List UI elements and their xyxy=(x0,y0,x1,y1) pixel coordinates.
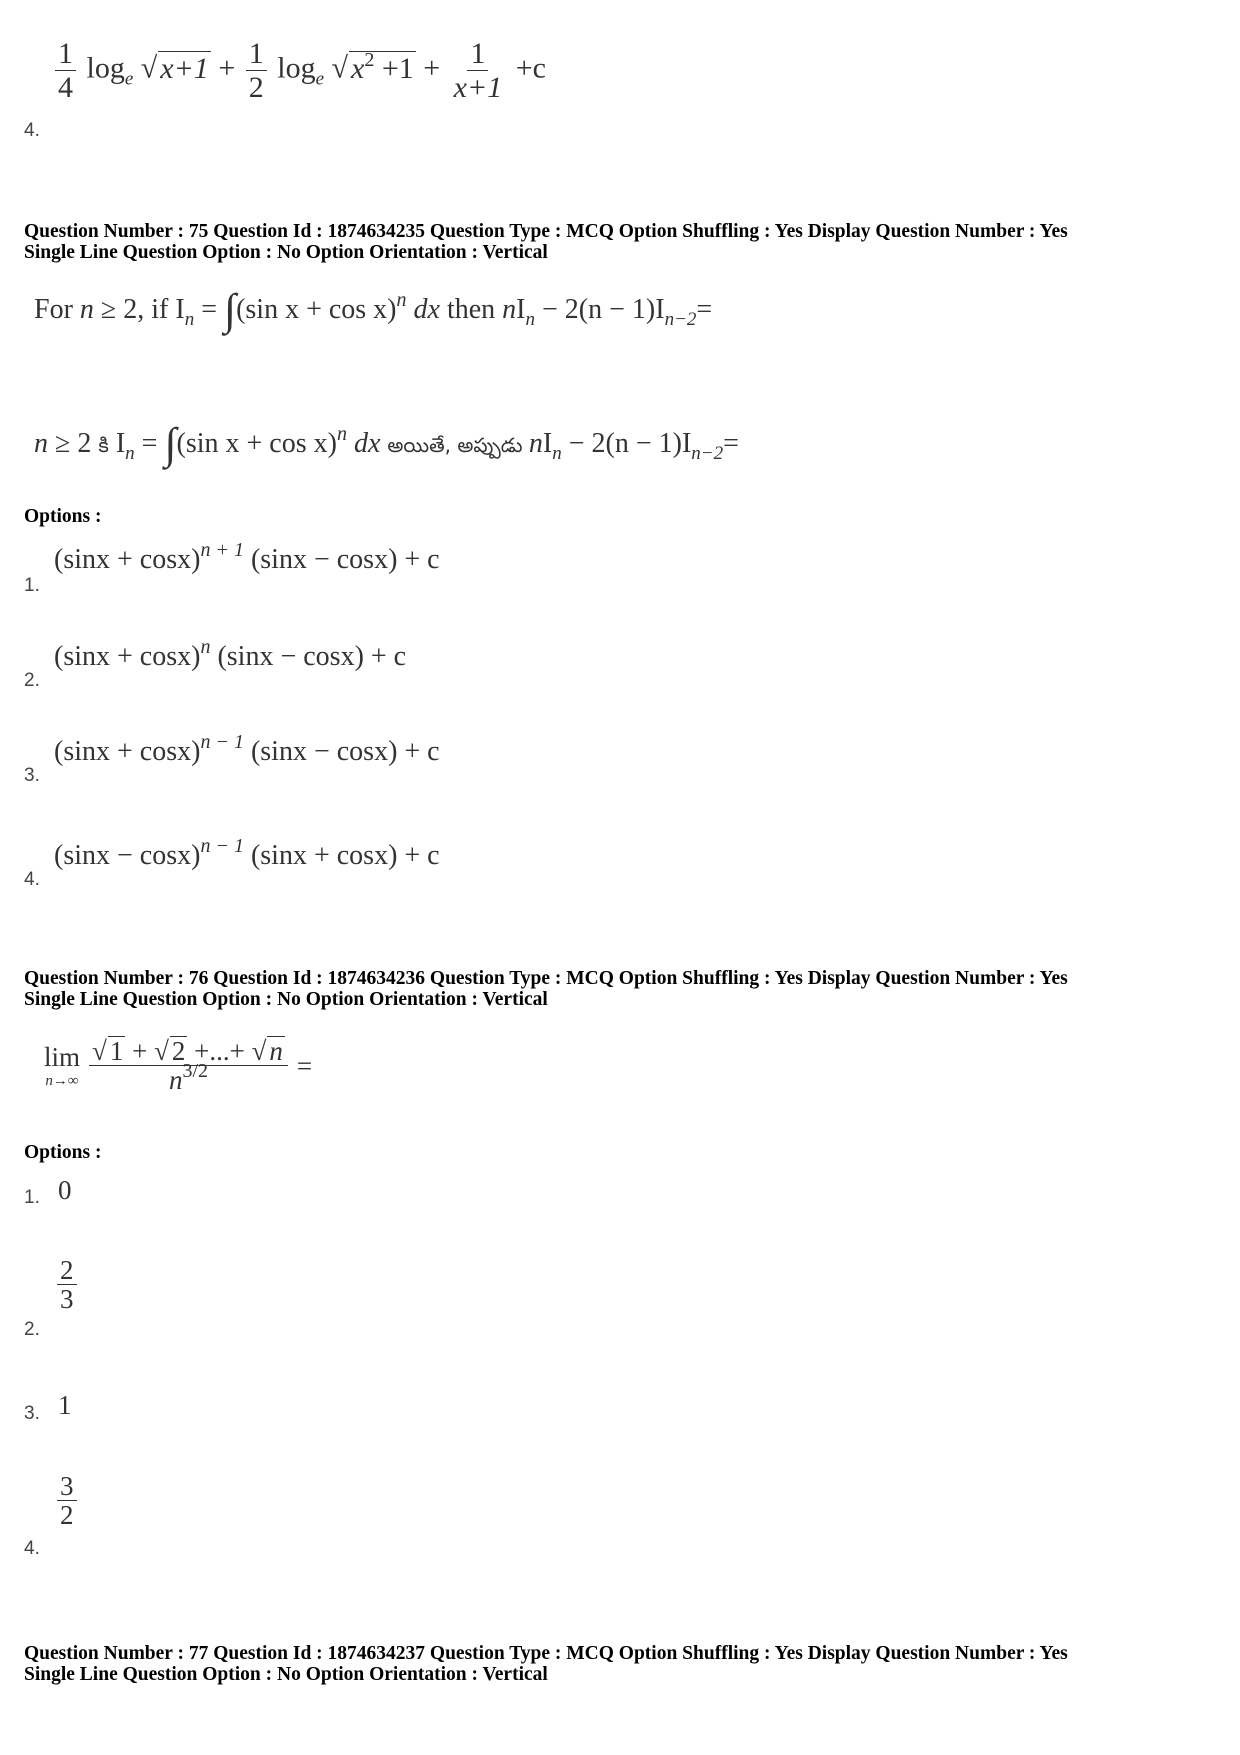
option-number: 4. xyxy=(24,120,40,141)
options-label: Options : xyxy=(24,1142,102,1163)
fraction: $\frac{√ 1 + √ 2 +...+ √ n}{n^{3/2}}$ xyxy=(89,1036,288,1096)
options-label: Options : xyxy=(24,506,102,527)
fraction: $\frac{1}{4}$ xyxy=(55,38,76,104)
option-number: 1. xyxy=(24,575,40,596)
question-meta: Question Number : 76 Question Id : 1874634236 Question Type : MCQ Option Shuffling : Yes Display Question Number : Yes Single Line Question Option : No Option Orientation : Vertical xyxy=(24,968,1068,1010)
fraction: $\frac{1}{x+1}$ xyxy=(453,37,503,104)
q76-option-4[interactable] xyxy=(54,1472,80,1531)
q75-option-2[interactable]: $(\sin x + \cos x)^n$ (sinx − cosx) + c xyxy=(54,636,407,672)
option-number: 1. xyxy=(24,1187,40,1208)
option-number: 2. xyxy=(24,670,40,691)
question-meta: Question Number : 75 Question Id : 1874634235 Question Type : MCQ Option Shuffling : Yes Display Question Number : Yes Single Line Question Option : No Option Orientation : Vertical xyxy=(24,221,1068,263)
question-meta: Question Number : 77 Question Id : 1874634237 Question Type : MCQ Option Shuffling : Yes Display Question Number : Yes Single Line Question Option : No Option Orientation : Vertical xyxy=(24,1643,1068,1685)
q76-option-3[interactable]: 1 xyxy=(58,1390,72,1420)
fraction: $\frac{2}{3}$ xyxy=(57,1256,77,1315)
option-number: 2. xyxy=(24,1319,40,1340)
question-76-limit: lim n→∞ $\frac{√ 1 + √ 2 +...+ √ n}{n^{3/2}}$ = xyxy=(44,1036,313,1096)
q75-option-3[interactable]: $(\sin x + \cos x)^{n - 1}$ (sinx − cosx) + c xyxy=(54,731,440,767)
option-number: 3. xyxy=(24,765,40,786)
q76-option-2[interactable] xyxy=(54,1256,80,1315)
q75-option-4[interactable]: $(\sin x - \cos x)^{n - 1}$ (sinx + cosx) + c xyxy=(54,835,440,871)
question-75-telugu: n ≥ 2 కి $I_n = \int(\sin$ x + cos x)$^n$ dx అయితే, అప్పుడు $nI_n - 2(n - 1)I_{n-2}=$ xyxy=(34,419,739,468)
q75-option-1[interactable]: $(\sin x + \cos x)^{n + 1}$ (sinx − cosx) + c xyxy=(54,539,440,575)
question-75-english: For n ≥ 2, if $I_n = \int(\sin$ x + cos x)$^n$ dx then $nI_n - 2(n - 1)I_{n-2}=$ xyxy=(34,285,713,334)
option-number: 3. xyxy=(24,1403,40,1424)
fraction: $\frac{1}{2}$ xyxy=(246,38,267,104)
q76-option-1[interactable]: 0 xyxy=(58,1175,72,1205)
option-number: 4. xyxy=(24,869,40,890)
option-number: 4. xyxy=(24,1538,40,1559)
prev-option-4-expression: $\frac{1}{4}$ $\log_e$ √ x+1 + $\frac{1}{2}$ $\log_e$ √ $x^2 +1$ + $\frac{1}{x+1}$ +c xyxy=(52,38,546,104)
fraction: $\frac{3}{2}$ xyxy=(57,1472,77,1531)
